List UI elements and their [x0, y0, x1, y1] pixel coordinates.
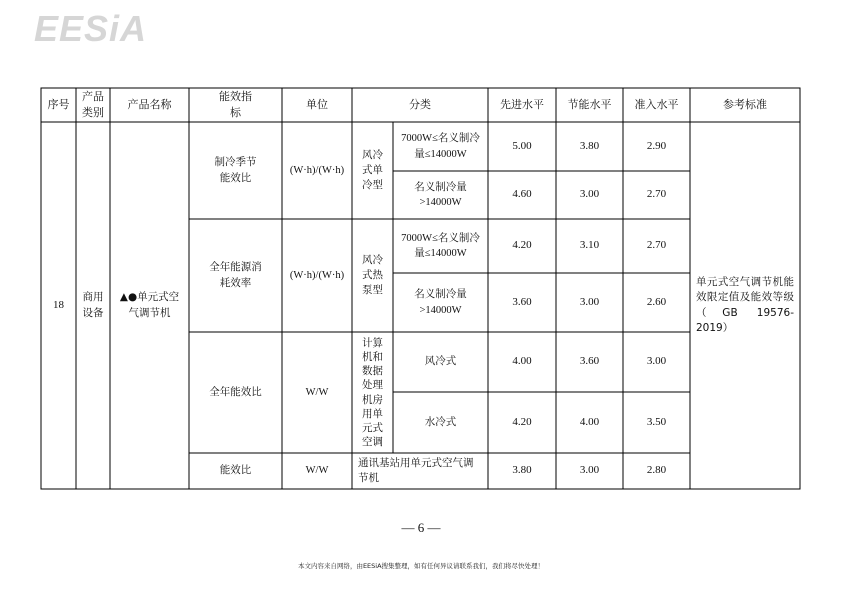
header-classification: 分类 — [409, 98, 431, 112]
header-energy-saving: 节能水平 — [567, 98, 612, 112]
group-3-row-1-saving: 3.60 — [579, 355, 600, 368]
group-4-type: 通讯基站用单元式空气调节机 — [358, 456, 474, 484]
product-seq: 18 — [53, 298, 64, 311]
group-1-row-1-entry: 2.90 — [646, 139, 667, 152]
page-number: — 6 — — [401, 520, 441, 535]
group-1-type: 风冷式单冷型 — [362, 148, 383, 192]
header-category: 产品类别 — [82, 90, 104, 119]
header-reference: 参考标准 — [723, 98, 767, 112]
group-2-row-2-entry: 2.60 — [646, 295, 667, 308]
group-1-row-2-entry: 2.70 — [646, 188, 667, 201]
group-4-unit: W/W — [305, 465, 329, 477]
eesia-logo: EESiA — [34, 8, 148, 49]
group-4-row-1-advanced: 3.80 — [512, 464, 532, 477]
product-name: ▲●单元式空气调节机 — [119, 291, 180, 319]
group-2-row-1-entry: 2.70 — [646, 239, 667, 252]
group-3-unit: W/W — [305, 386, 329, 398]
group-4-row-1-saving: 3.00 — [579, 464, 600, 477]
group-3-indicator: 全年能效比 — [209, 385, 262, 398]
group-3-row-2-sub: 水冷式 — [424, 415, 457, 428]
group-2-type: 风冷式热泵型 — [362, 253, 383, 297]
group-1-row-1-saving: 3.80 — [579, 139, 600, 152]
product-category: 商用设备 — [82, 291, 104, 319]
reference-standard: 单元式空气调节机能效限定值及能效等级（GB 19576-2019） — [696, 276, 794, 334]
group-2-row-1-advanced: 4.20 — [512, 239, 532, 252]
header-unit: 单位 — [306, 98, 328, 112]
group-2-unit: (W·h)/(W·h) — [289, 269, 345, 281]
group-2-row-2-advanced: 3.60 — [512, 295, 532, 308]
group-2-row-2-saving: 3.00 — [579, 295, 600, 308]
group-3-row-2-advanced: 4.20 — [512, 415, 532, 428]
group-1-row-1-advanced: 5.00 — [512, 139, 532, 152]
group-2-row-1-sub: 7000W≤名义制冷量≤14000W — [401, 232, 480, 259]
header-name: 产品名称 — [127, 98, 172, 112]
header-indicator: 能效指标 — [219, 90, 252, 119]
header-advanced: 先进水平 — [500, 98, 544, 112]
group-2-row-1-saving: 3.10 — [579, 239, 600, 252]
group-3-type: 计算机和数据处理机房用单元式空调 — [362, 336, 383, 449]
group-4-row-1-entry: 2.80 — [646, 464, 667, 477]
group-3-row-1-sub: 风冷式 — [424, 355, 457, 368]
group-2-row-2-sub: 名义制冷量>14000W — [414, 289, 467, 316]
group-1-row-2-advanced: 4.60 — [512, 188, 532, 201]
group-3-row-1-entry: 3.00 — [646, 355, 667, 368]
group-1-row-1-sub: 7000W≤名义制冷量≤14000W — [401, 133, 480, 160]
group-3-row-2-saving: 4.00 — [579, 415, 600, 428]
group-1-indicator: 制冷季节能效比 — [214, 156, 257, 184]
group-1-unit: (W·h)/(W·h) — [289, 164, 345, 176]
group-1-row-2-saving: 3.00 — [579, 188, 600, 201]
group-3-row-1-advanced: 4.00 — [512, 355, 532, 368]
header-entry: 准入水平 — [634, 98, 679, 112]
group-2-indicator: 全年能源消耗效率 — [209, 261, 262, 289]
footer-disclaimer: 本文内容来自网络，由EESiA搜集整理，如有任何异议请联系我们，我们将尽快处理！ — [297, 562, 545, 570]
group-4-indicator: 能效比 — [219, 464, 252, 477]
group-1-row-2-sub: 名义制冷量>14000W — [414, 181, 467, 208]
group-3-row-2-entry: 3.50 — [646, 415, 667, 428]
header-seq: 序号 — [47, 98, 70, 112]
